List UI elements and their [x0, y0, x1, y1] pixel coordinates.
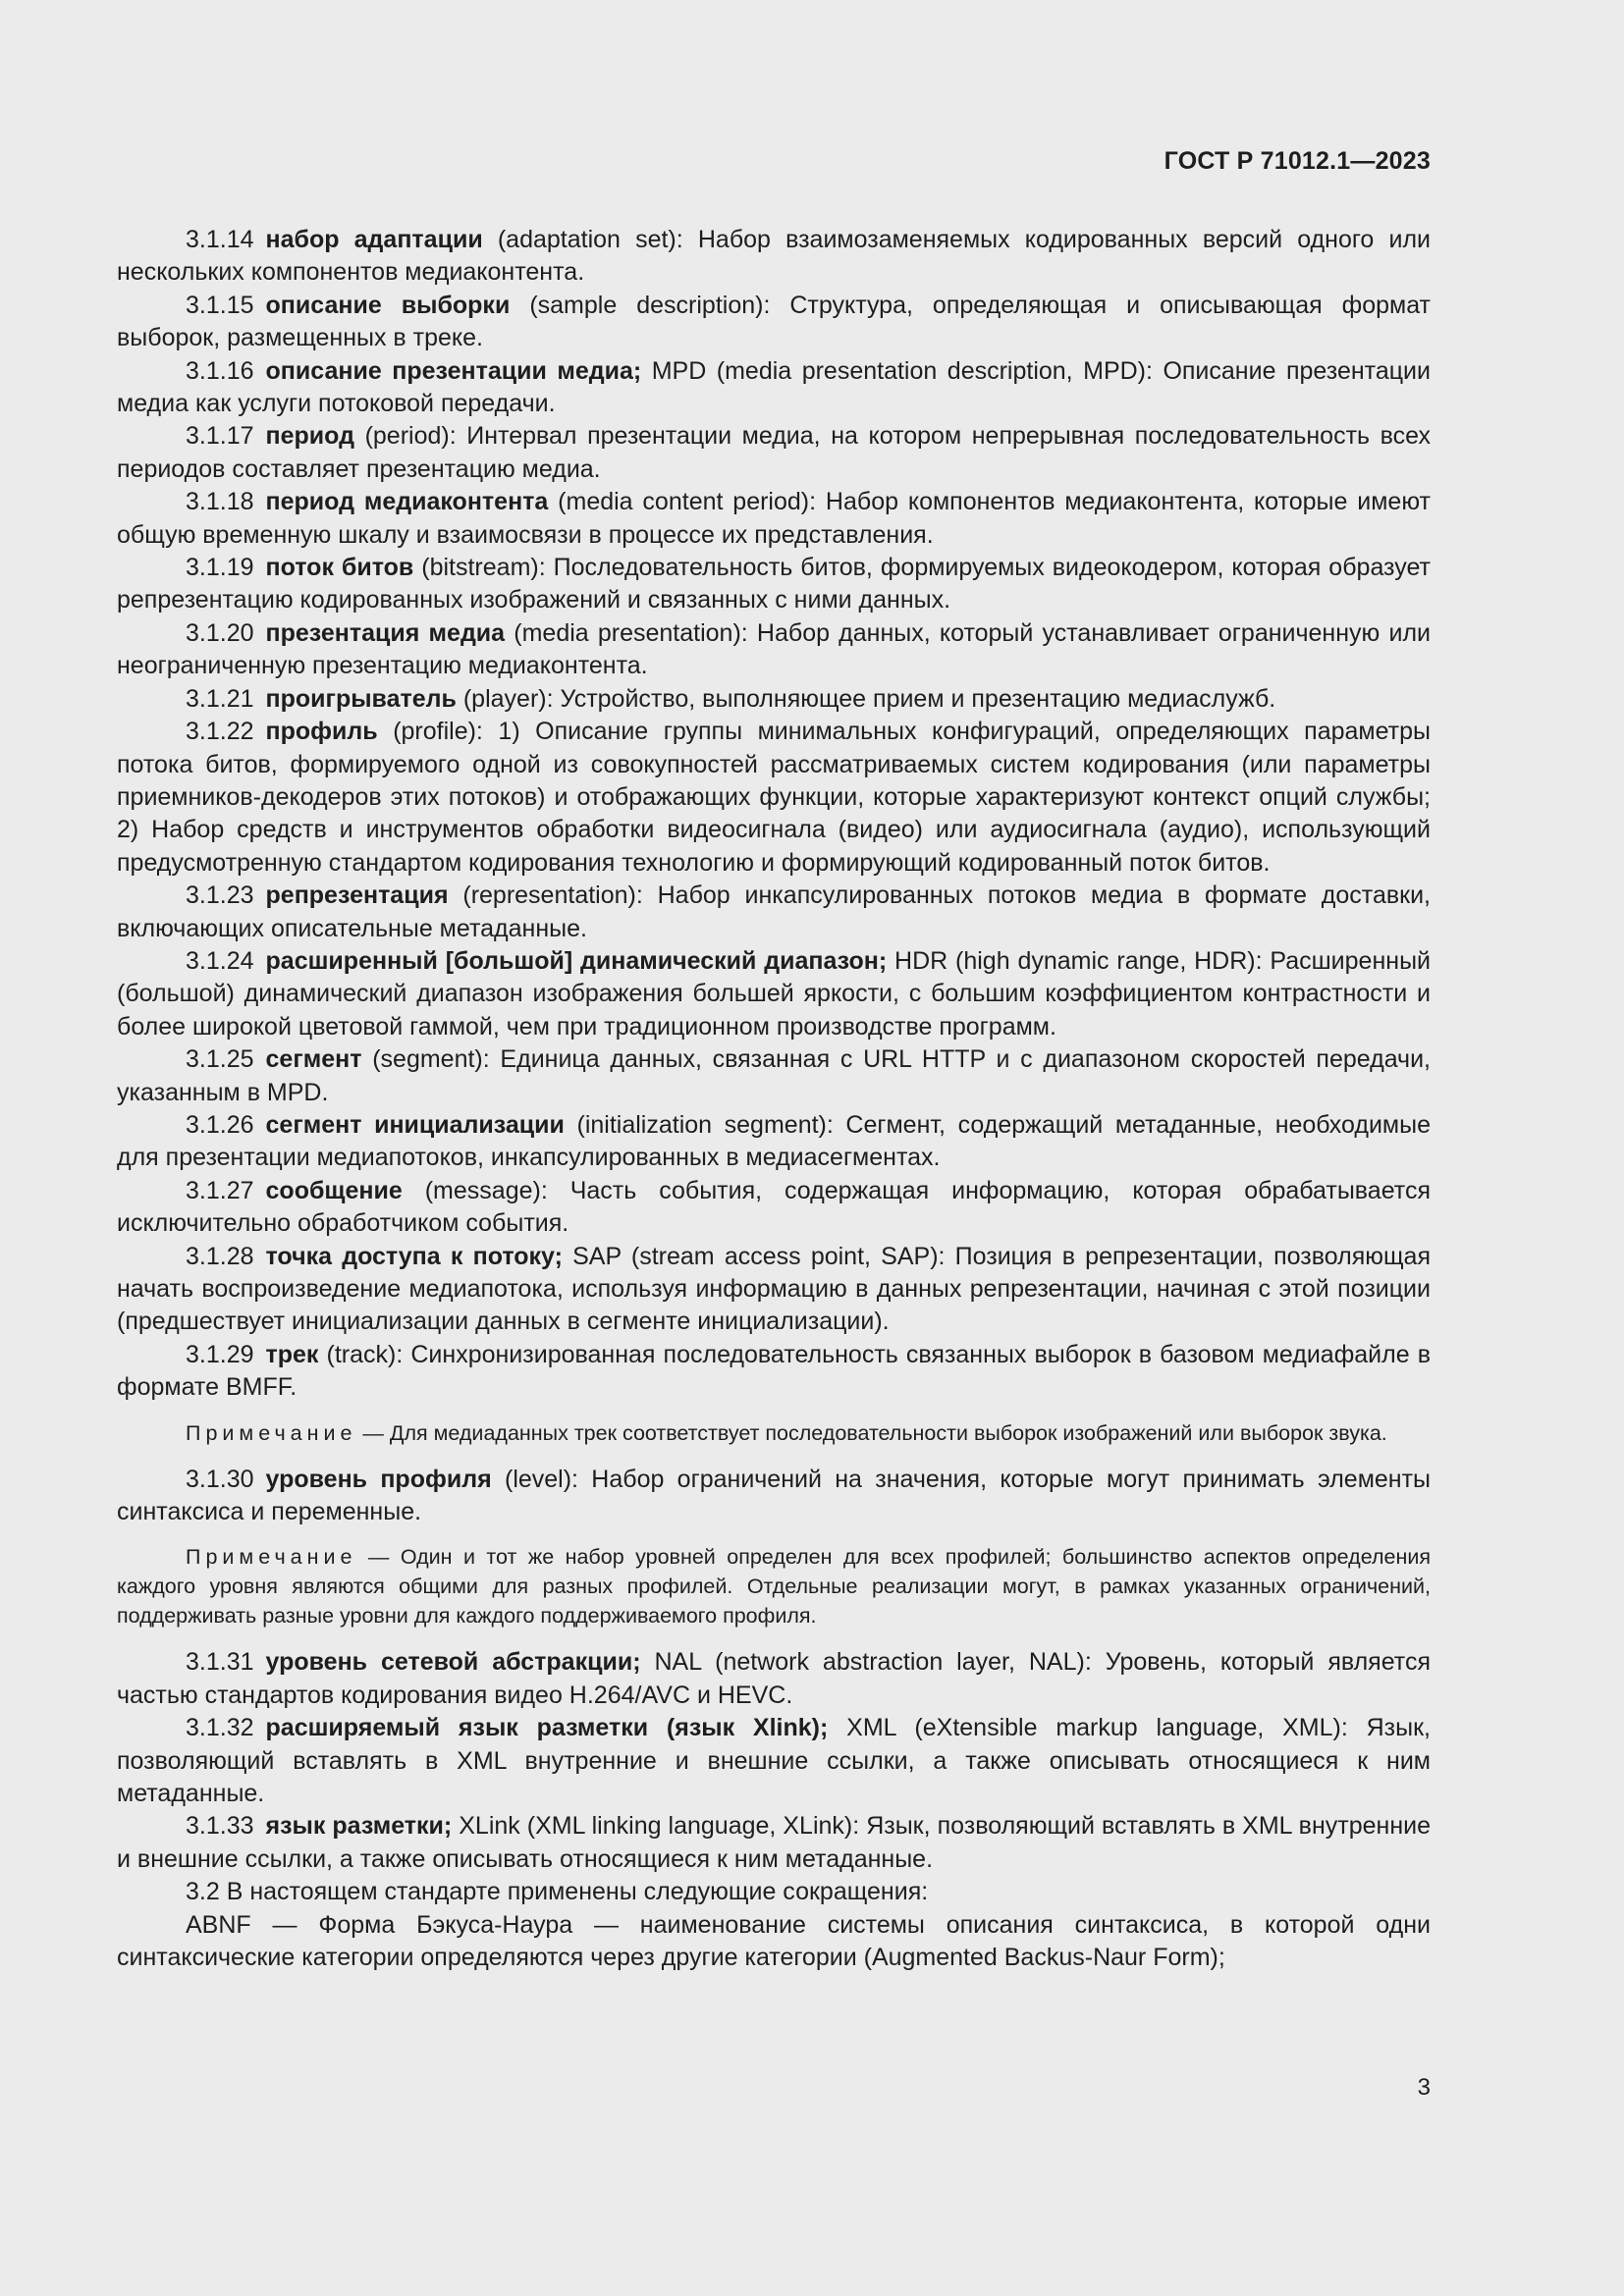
- term-definition: [117, 880, 1431, 945]
- term-text: (track): Синхронизированная последовательность связанных выборок в базовом медиафайле в формате BMFF.: [117, 1340, 1431, 1402]
- page-number: 3: [1417, 2074, 1431, 2101]
- term-text: XML (eXtensible markup language, XML): Язык, позволяющий вставлять в XML внутренние и внешние ссылки, а также описывать относящиеся к ним метаданные.: [117, 1714, 1431, 1808]
- term-text: (level): Набор ограничений на значения, которые могут принимать элементы синтаксиса и переменные.: [117, 1465, 1432, 1526]
- term-name: профиль: [265, 718, 378, 746]
- term-definition: [117, 290, 1431, 355]
- term-number: 3.1.29: [186, 1340, 254, 1368]
- term-definition: [117, 716, 1431, 880]
- term-definition: [117, 683, 1431, 716]
- document-header: ГОСТ Р 71012.1—2023: [1164, 147, 1431, 175]
- document-body: [117, 224, 1431, 1975]
- term-definition: [117, 1646, 1431, 1712]
- term-text: (message): Часть события, содержащая информацию, которая обрабатывается исключительно обработчиком события.: [117, 1176, 1431, 1238]
- term-text: (period): Интервал презентации медиа, на котором непрерывная последовательность всех периодов составляет презентацию медиа.: [117, 422, 1431, 483]
- term-text: HDR (high dynamic range, HDR): Расширенный (большой) динамический диапазон изображения большей яркости, с большим коэффициентом контрастности и более широкой цветовой гаммой, чем при традиционном производстве программ.: [117, 946, 1432, 1041]
- term-text: (representation): Набор инкапсулированных потоков медиа в формате доставки, включающих описательные метаданные.: [117, 881, 1431, 942]
- note-label: Примечание: [186, 1545, 357, 1570]
- term-definition: [117, 224, 1431, 290]
- term-number: 3.1.32: [186, 1714, 254, 1742]
- term-number: 3.1.17: [186, 422, 254, 451]
- term-definition: [117, 1043, 1431, 1109]
- term-text: (profile): 1) Описание группы минимальных конфигураций, определяющих параметры потока битов, формируемого одной из совокупностей рассматриваемых систем кодирования (или параметры приемников-декодеров этих потоков) и отображающих функции, которые характеризуют контекст опций службы; 2) Набор средств и инструментов обработки видеосигнала (видео) или аудиосигнала (аудио), использующий предусмотренную стандартом кодирования технологию и формирующий кодированный поток битов.: [117, 718, 1431, 877]
- term-number: 3.1.22: [186, 718, 254, 746]
- term-name: трек: [265, 1340, 319, 1368]
- term-name: поток битов: [265, 554, 414, 582]
- term-definition: [117, 1810, 1431, 1876]
- term-definition: [117, 486, 1431, 552]
- term-name: расширенный [большой] динамический диапазон;: [265, 946, 888, 975]
- term-name: язык разметки;: [265, 1812, 453, 1841]
- term-text: (segment): Единица данных, связанная с URL HTTP и с диапазоном скоростей передачи, указанным в MPD.: [117, 1045, 1431, 1106]
- term-name: уровень профиля: [265, 1465, 492, 1493]
- note-label: Примечание: [186, 1420, 357, 1445]
- term-definition: [117, 945, 1431, 1043]
- abbreviation-entry: ABNF — Форма Бэкуса-Наура — наименование системы описания синтаксиса, в которой одни синтаксические категории определяются через другие категории (Augmented Backus-Naur Form);: [117, 1910, 1431, 1972]
- term-name: презентация медиа: [265, 618, 506, 647]
- note-text: — Один и тот же набор уровней определен для всех профилей; большинство аспектов определения каждого уровня являются общими для разных профилей. Отдельные реализации могут, в рамках указанных ограничений, поддерживать разные уровни для каждого поддерживаемого профиля.: [117, 1545, 1431, 1629]
- term-number: 3.1.21: [186, 684, 254, 713]
- term-name: расширяемый язык разметки (язык Xlink);: [265, 1714, 829, 1742]
- note: [117, 1542, 1431, 1630]
- term-number: 3.1.18: [186, 488, 254, 516]
- term-name: уровень сетевой абстракции;: [265, 1648, 641, 1677]
- term-number: 3.1.14: [186, 226, 254, 253]
- term-text: (sample description): Структура, определяющая и описывающая формат выборок, размещенных в треке.: [117, 291, 1432, 352]
- term-name: точка доступа к потоку;: [265, 1242, 563, 1270]
- term-definition: [117, 420, 1431, 486]
- term-name: проигрыватель: [265, 684, 457, 713]
- term-definition: [117, 1175, 1431, 1241]
- section-intro: 3.2 В настоящем стандарте применены следующие сокращения:: [186, 1878, 929, 1906]
- term-number: 3.1.25: [186, 1045, 254, 1074]
- term-text: XLink (XML linking language, XLink): Язык, позволяющий вставлять в XML внутренние и внешние ссылки, а также описывать относящиеся к ним метаданные.: [117, 1812, 1431, 1873]
- term-definition: [117, 1241, 1431, 1339]
- term-number: 3.1.19: [186, 554, 254, 582]
- note-text: — Для медиаданных трек соответствует последовательности выборок изображений или выборок звука.: [356, 1420, 1387, 1445]
- term-name: сегмент инициализации: [265, 1110, 565, 1139]
- term-number: 3.1.15: [186, 291, 254, 319]
- term-number: 3.1.24: [186, 946, 254, 975]
- term-text: MPD (media presentation description, MPD): Описание презентации медиа как услуги потоковой передачи.: [117, 356, 1431, 418]
- term-definition: [117, 1464, 1431, 1529]
- term-name: сообщение: [265, 1176, 403, 1204]
- term-number: 3.1.16: [186, 356, 254, 385]
- term-definition: [117, 617, 1431, 683]
- term-definition: [117, 1339, 1431, 1405]
- term-definition: [117, 1109, 1431, 1175]
- note: [117, 1418, 1431, 1448]
- term-number: 3.1.28: [186, 1242, 254, 1270]
- term-name: период медиаконтента: [265, 488, 549, 516]
- term-name: период: [265, 422, 354, 451]
- term-text: (media content period): Набор компонентов медиаконтента, которые имеют общую временную шкалу и взаимосвязи в процессе их представления.: [117, 488, 1431, 549]
- term-text: (player): Устройство, выполняющее прием и презентацию медиаслужб.: [456, 684, 1276, 713]
- term-text: (bitstream): Последовательность битов, формируемых видеокодером, которая образует репрезентацию кодированных изображений и связанных с ними данных.: [117, 554, 1431, 614]
- term-number: 3.1.26: [186, 1110, 254, 1139]
- term-text: NAL (network abstraction layer, NAL): Уровень, который является частью стандартов кодирования видео H.264/AVC и HEVC.: [117, 1648, 1431, 1709]
- term-name: репрезентация: [265, 881, 449, 910]
- term-number: 3.1.33: [186, 1812, 254, 1841]
- term-number: 3.1.27: [186, 1176, 254, 1204]
- term-number: 3.1.20: [186, 618, 254, 647]
- term-name: набор адаптации: [265, 226, 483, 253]
- term-text: SAP (stream access point, SAP): Позиция в репрезентации, позволяющая начать воспроизведение медиапотока, используя информацию в данных репрезентации, начиная с этой позиции (предшествует инициализации данных в сегменте инициализации).: [117, 1242, 1431, 1336]
- term-text: (media presentation): Набор данных, который устанавливает ограниченную или неограниченную презентацию медиаконтента.: [117, 618, 1431, 680]
- term-name: описание выборки: [265, 291, 511, 319]
- term-number: 3.1.30: [186, 1465, 254, 1493]
- term-definition: [117, 552, 1431, 617]
- term-definition: [117, 1712, 1431, 1810]
- term-text: (adaptation set): Набор взаимозаменяемых кодированных версий одного или нескольких компонентов медиаконтента.: [117, 226, 1431, 287]
- term-number: 3.1.31: [186, 1648, 254, 1677]
- term-number: 3.1.23: [186, 881, 254, 910]
- term-name: сегмент: [265, 1045, 362, 1074]
- term-text: (initialization segment): Сегмент, содержащий метаданные, необходимые для презентации медиапотоков, инкапсулированных в медиасегментах.: [117, 1110, 1431, 1172]
- term-definition: [117, 355, 1431, 421]
- term-name: описание презентации медиа;: [265, 356, 642, 385]
